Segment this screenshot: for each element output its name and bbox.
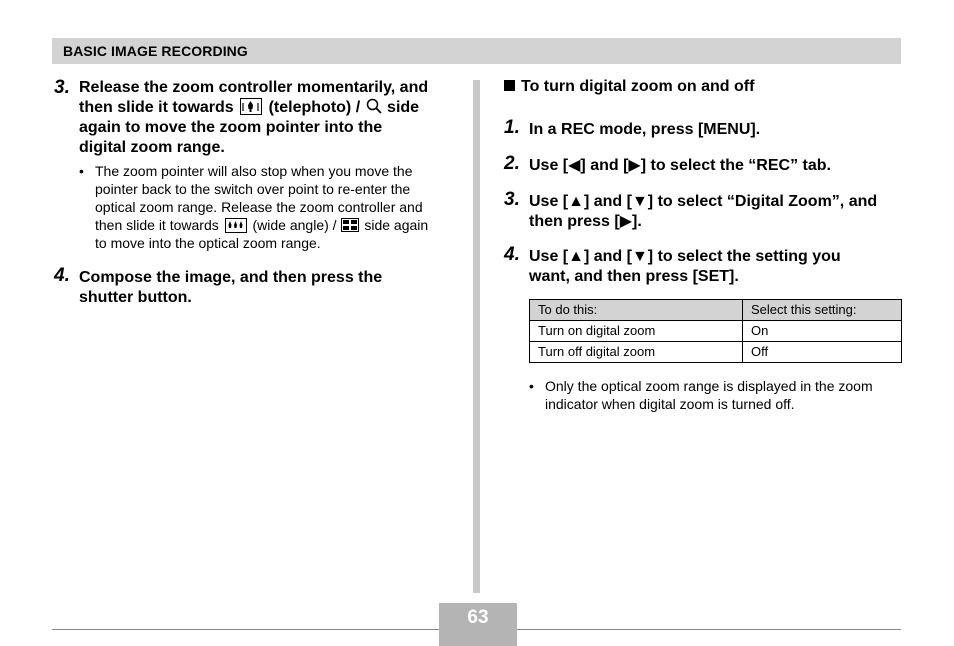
telephoto-icon <box>240 98 262 115</box>
header-bar <box>52 38 901 64</box>
right-step-1-line-1: In a REC mode, press [MENU]. <box>529 121 761 138</box>
bullet-1-line-4b: (wide angle) / <box>252 217 337 233</box>
step-3-line-2a: then slide it towards <box>79 99 234 116</box>
table-cell: Off <box>743 342 902 363</box>
step-3-line-2 <box>79 98 419 120</box>
wide-angle-icon <box>225 218 247 233</box>
table-row <box>530 321 902 342</box>
grid-view-icon <box>341 218 359 236</box>
step-3-line-1: Release the zoom controller momentarily, and <box>79 79 429 96</box>
section-title <box>504 78 754 96</box>
table-header-cell: To do this: <box>530 300 743 321</box>
step-3-line-4: digital zoom range. <box>79 139 225 156</box>
bullet-1-line-4c: side again <box>364 217 429 233</box>
table-cell: Turn off digital zoom <box>530 342 743 363</box>
right-step-3-line-2: then press [▶]. <box>529 213 642 230</box>
step-3-line-3: again to move the zoom pointer into the <box>79 119 383 136</box>
bullet-1-line-4 <box>95 216 428 236</box>
right-step-4-line-2: want, and then press [SET]. <box>529 268 739 285</box>
bullet-1-line-1: The zoom pointer will also stop when you move the <box>95 163 413 179</box>
bullet-1-line-5: to move into the optical zoom range. <box>95 235 321 251</box>
page-number-box <box>439 603 517 646</box>
page-number: 63 <box>467 607 489 628</box>
right-step-2-line-1: Use [◀] and [▶] to select the “REC” tab. <box>529 157 831 174</box>
section-header-title: BASIC IMAGE RECORDING <box>63 43 248 59</box>
step-3-line-2b: (telephoto) / <box>268 99 361 116</box>
table-header-row <box>530 300 902 321</box>
right-step-4-line-1: Use [▲] and [▼] to select the setting you <box>529 248 841 265</box>
right-step-2-number: 2. <box>504 153 520 174</box>
bullet-1-line-3: optical zoom range. Release the zoom controller and <box>95 199 423 215</box>
right-step-3-number: 3. <box>504 189 520 210</box>
right-bullet-line-1: Only the optical zoom range is displayed in the zoom <box>545 378 873 394</box>
square-bullet-icon <box>504 80 515 91</box>
section-title-text: To turn digital zoom on and off <box>521 78 755 95</box>
column-divider <box>473 80 480 593</box>
right-step-1-number: 1. <box>504 117 520 138</box>
table-cell: Turn on digital zoom <box>530 321 743 342</box>
bullet-1-line-2: pointer back to the switch over point to re-enter the <box>95 181 411 197</box>
step-4-number: 4. <box>54 265 70 286</box>
magnifier-icon <box>366 98 382 120</box>
bullet-marker: • <box>79 163 84 179</box>
step-3-line-2c: side <box>387 99 420 116</box>
bullet-marker: • <box>529 378 534 394</box>
right-step-4-number: 4. <box>504 244 520 265</box>
table-row <box>530 342 902 363</box>
table-cell: On <box>743 321 902 342</box>
step-3-number: 3. <box>54 77 70 98</box>
table-header-cell: Select this setting: <box>743 300 902 321</box>
step-4-line-1: Compose the image, and then press the <box>79 269 383 286</box>
right-bullet-line-2: indicator when digital zoom is turned off. <box>545 396 795 412</box>
bullet-1-line-4a: then slide it towards <box>95 217 219 233</box>
step-4-line-2: shutter button. <box>79 289 192 306</box>
settings-table <box>529 299 902 363</box>
right-step-3-line-1: Use [▲] and [▼] to select “Digital Zoom”, and <box>529 193 878 210</box>
